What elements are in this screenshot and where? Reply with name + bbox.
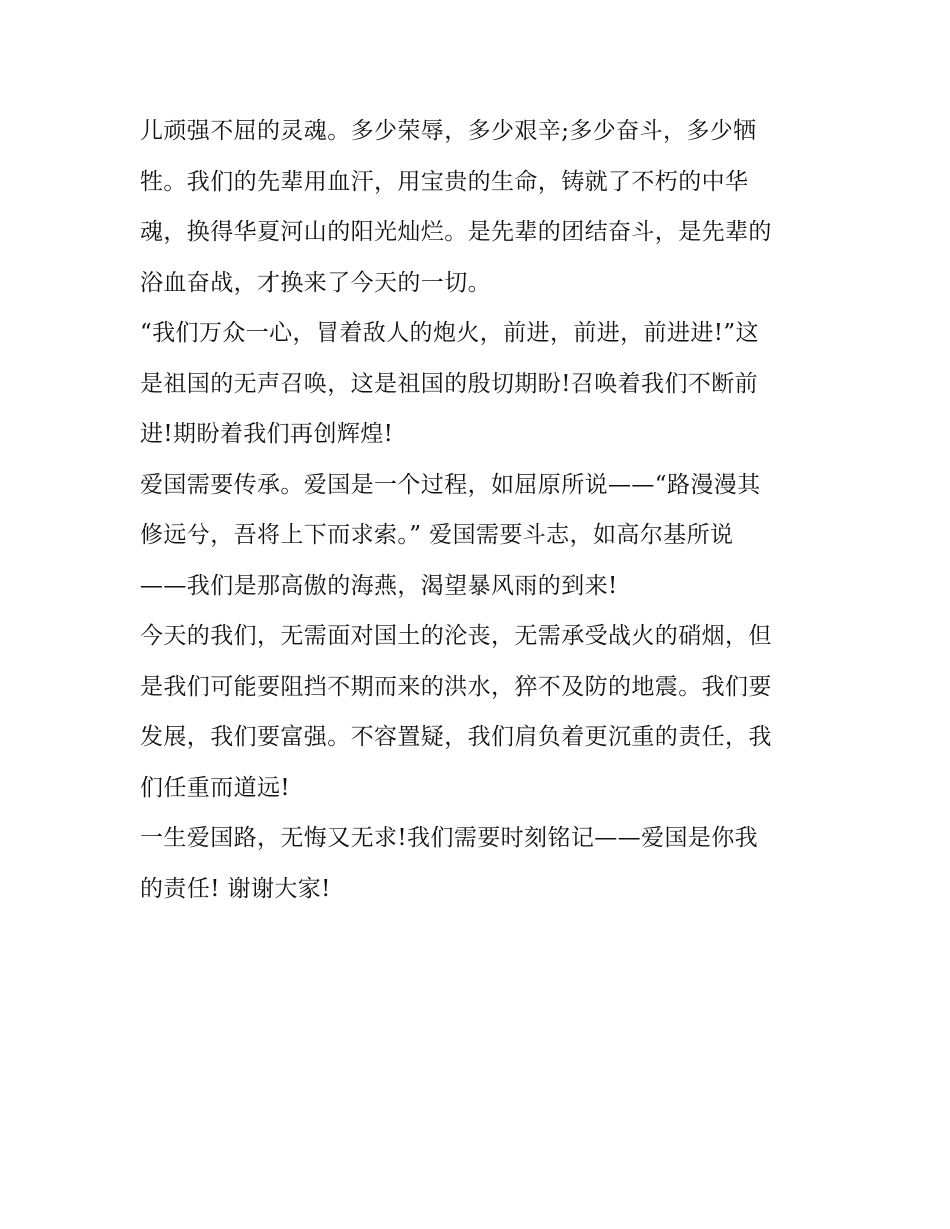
document-body [140, 106, 820, 914]
text-line: 的责任! 谢谢大家! [140, 875, 331, 902]
text-line: 们任重而道远! [140, 774, 291, 801]
text-line: 是我们可能要阻挡不期而来的洪水，猝不及防的地震。我们要 [140, 673, 772, 700]
text-line: 是祖国的无声召唤，这是祖国的殷切期盼!召唤着我们不断前 [140, 370, 759, 397]
text-line: 发展，我们要富强。不容置疑，我们肩负着更沉重的责任，我 [140, 724, 772, 750]
text-line: 一生爱国路，无悔又无求!我们需要时刻铭记——爱国是你我 [140, 825, 759, 851]
text-line: 魂，换得华夏河山的阳光灿烂。是先辈的团结奋斗，是先辈的 [140, 219, 772, 245]
text-line: 修远兮，吾将上下而求索。” 爱国需要斗志，如高尔基所说 [140, 522, 734, 548]
text-line: “我们万众一心，冒着敌人的炮火，前进，前进，前进进!”这 [140, 320, 759, 346]
text-line: 牲。我们的先辈用血汗，用宝贵的生命，铸就了不朽的中华 [140, 168, 749, 195]
text-line: ——我们是那高傲的海燕，渴望暴风雨的到来! [140, 572, 618, 599]
text-line: 浴血奋战，才换来了今天的一切。 [140, 269, 491, 296]
text-line: 今天的我们，无需面对国土的沦丧，无需承受战火的硝烟，但 [140, 623, 772, 649]
text-line: 儿顽强不屈的灵魂。多少荣辱，多少艰辛;多少奋斗，多少牺 [140, 118, 757, 144]
text-line: 进!期盼着我们再创辉煌! [140, 421, 394, 447]
text-line: 爱国需要传承。爱国是一个过程，如屈原所说——“路漫漫其 [140, 471, 761, 498]
